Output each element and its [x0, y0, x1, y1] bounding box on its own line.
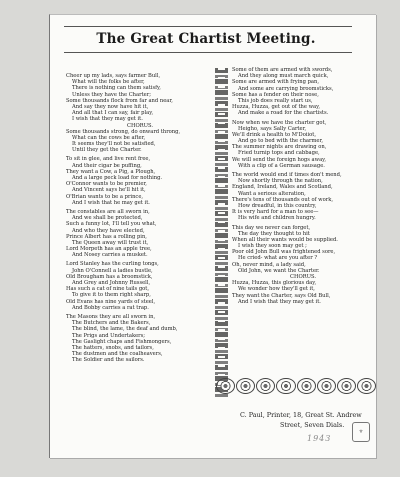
page-title: The Great Chartist Meeting. [96, 31, 316, 47]
verse-line: He cried- what are you after ? [238, 255, 318, 262]
verse-line: Lord Stanley has the curling tongs, [66, 261, 159, 268]
imprint-line-2: Street, Seven Dials. [280, 421, 345, 429]
verse-line: And Bobby carries a rat trap. [72, 304, 149, 311]
verse-line: How dreadful, in this country, [238, 202, 317, 209]
verse-line: The Queen away will trust it, [72, 239, 149, 246]
verse-line: I wish that they may get it. [72, 116, 143, 123]
verse-line: Oh, never mind, a lady said, [232, 261, 306, 268]
verse-line: Old Evans has nine yards of steel, [66, 298, 156, 305]
verse-line: The blind, the lame, the deaf and dumb, [72, 326, 178, 333]
verse-line: The Soldier and the sailors. [72, 357, 145, 364]
verse-line: Old John, we want the Charter. [238, 267, 320, 274]
verse-line: England, Ireland, Wales and Scotland, [232, 184, 333, 191]
verse-line: Now when we have the charter got, [232, 119, 327, 126]
verse-line: And who they have elected, [72, 227, 145, 234]
left-verse-column [66, 73, 214, 363]
verse-line: The day they thought to hit [238, 230, 310, 237]
verse-line: When all their wants would be supplied. [232, 236, 338, 243]
chorus-label: CHORUS. [126, 122, 154, 129]
verse-line: Want a serious alteration, [238, 190, 306, 197]
verse-line: And Nosey carries a musket. [72, 252, 148, 259]
verse-line: John O'Connell a ladies bustle, [72, 267, 153, 274]
verse-line: The summer nights are drawing on, [232, 144, 327, 151]
verse-line: Old Brougham has a broomstick, [66, 273, 153, 280]
verse-line: With a clip of a German sausage. [238, 162, 325, 169]
verse-line: And Vincent says he'll hit it, [72, 187, 146, 194]
verse-line: The Gaslight chaps and Fishmongers, [72, 338, 172, 345]
verse-line: It is very hard for a man to see— [232, 209, 319, 216]
verse-line: And I wish that they may get it. [238, 298, 321, 305]
verse-line: We'll drink a health to M'Doiiot, [232, 131, 316, 138]
verse-line: This job does really start us, [238, 97, 313, 104]
verse-line: Huzza, Huzza, this glorious day, [232, 280, 317, 287]
verse-line: The hatters, snobs, and tailors, [72, 344, 154, 351]
verse-line: Some are armed with frying pan, [232, 79, 320, 86]
verse-line: We will send the foreign hogs away, [232, 156, 327, 163]
verse-line: What can the cows be after, [72, 134, 146, 141]
verse-line: And I wish that he may get it. [72, 199, 150, 206]
verse-line: Huzza, Huzza, get out of the way, [232, 104, 321, 111]
verse-line: This day we never can forget, [232, 224, 311, 231]
verse-line: The dustmen and the coalheavers, [72, 351, 163, 358]
verse-line: O'Brian wants to be a prince, [66, 193, 144, 200]
verse-line: Poor old John Bull was frightened sore, [232, 249, 336, 256]
verse-line: Some thousands flock from far and near, [66, 97, 173, 104]
verse-line: And we shall be protected, [72, 215, 143, 222]
verse-line: O'Connor wants to be premier, [66, 181, 147, 188]
verse-line: And they along must march quick, [238, 73, 329, 80]
verse-line: There is nothing can them satisfy, [72, 85, 161, 92]
verse-line: His wife and children hungry. [238, 215, 316, 222]
verse-line: Heigho, says Sally Carter, [238, 125, 307, 132]
verse-line: I wish they soon may get ; [238, 243, 307, 250]
verse-line: Some of them are armed with swords, [232, 67, 333, 73]
verse-line: Prince Albert has a rolling pin, [66, 233, 147, 240]
handwritten-annotation: 1943 [307, 434, 332, 443]
verse-line: It seems they'll not be satisfied, [72, 141, 156, 148]
verse-line: The Prigs and Undertakers; [72, 332, 146, 339]
verse-line: What will the folks be after, [72, 79, 145, 86]
verse-line: Lord Morpeth has an apple tree, [66, 246, 152, 253]
verse-line: To sit in glee, and live rent free, [66, 156, 151, 163]
verse-line: The constables are all sworn in, [66, 208, 150, 215]
verse-line: Now shortly through the nation, [238, 178, 323, 185]
verse-line: Cheer up my lads, says farmer Bull, [66, 73, 161, 79]
chorus-label: CHORUS. [289, 274, 317, 280]
verse-line: There's tens of thousands out of work, [232, 196, 333, 203]
verse-line: The Butchers and the Bakers, [72, 320, 151, 327]
verse-line: And go to bed with the charmer, [238, 138, 324, 145]
verse-line: And Grey and Johnny Russell, [72, 280, 151, 286]
verse-line: Until they get the Charter. [72, 147, 142, 154]
verse-line: And their cigar be puffing, [72, 162, 142, 169]
verse-line: And a large peck load for nothing. [72, 175, 163, 181]
verse-line: The world would end if times don't mend, [232, 172, 342, 178]
library-stamp-icon: ⚜ [352, 422, 370, 442]
title-rule [64, 52, 352, 53]
verse-line: Such a funny lot, I'll tell you what, [66, 221, 157, 228]
verse-line: Unless they have the Charter; [72, 91, 151, 98]
verse-line: Fried turnip tops and cabbage, [238, 150, 320, 157]
verse-line: They want the Charter, says Old Bull, [232, 292, 331, 299]
verse-line: Has such a cat of nine tails got, [66, 286, 150, 293]
verse-line: The Masons they are all sworn in, [66, 313, 156, 320]
verse-line: And all that I can say, fair play, [72, 110, 154, 117]
verse-line: We wonder how they'll get it, [238, 286, 315, 293]
right-verse-column [232, 67, 374, 305]
verse-line: And some are carrying broomsticks, [238, 85, 334, 92]
verse-line: And make a road for the chartists. [238, 110, 329, 117]
imprint-line-1: C. Paul, Printer, 18, Great St. Andrew [240, 411, 362, 419]
ornamental-column-border [215, 68, 228, 398]
verse-line: To give it to them right sharp, [72, 292, 151, 299]
verse-line: Some has a fender on their nose, [232, 91, 319, 98]
ornament-strip [216, 378, 376, 396]
verse-line: And say they now have hit it, [72, 103, 149, 110]
verse-line: Some thousands strong, do onward throng, [66, 128, 181, 135]
verse-line: They want a Cow, a Pig, a Plough, [66, 168, 156, 175]
top-rule [64, 26, 352, 27]
